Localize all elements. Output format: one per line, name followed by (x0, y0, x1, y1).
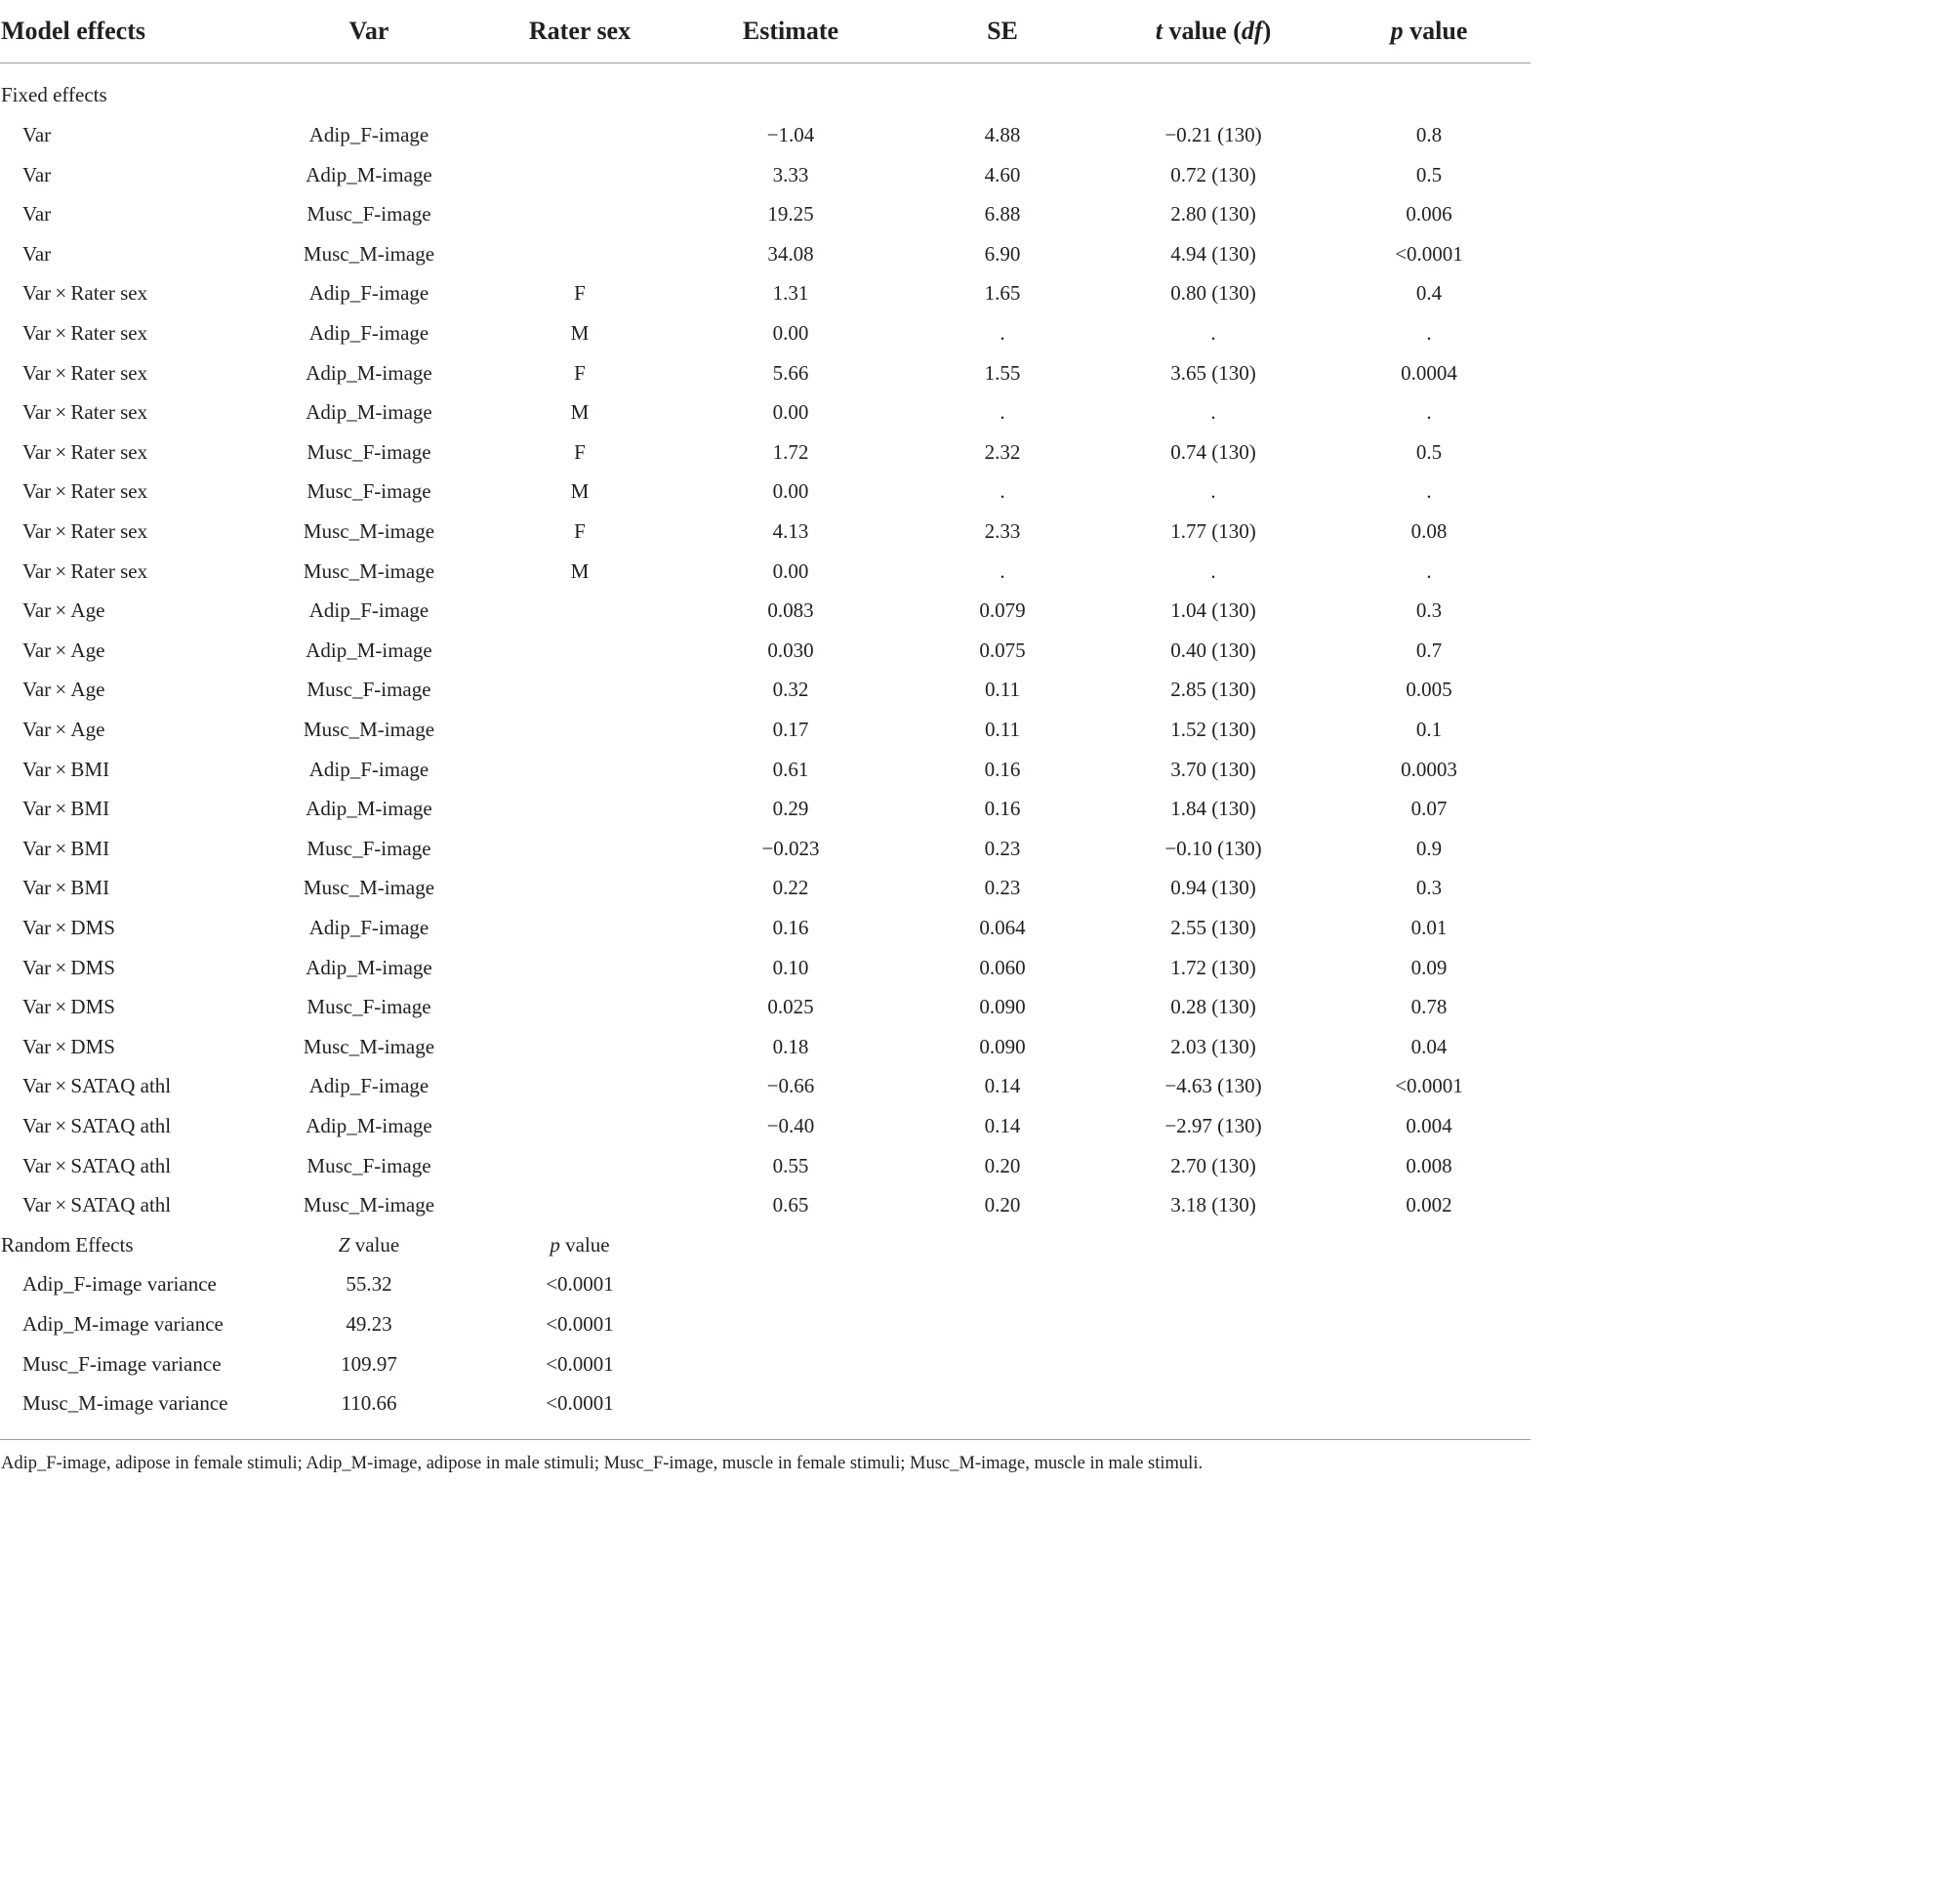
table-row (0, 1066, 1531, 1106)
random-p-value-cell: <0.0001 (546, 1391, 614, 1416)
z-value-cell: 49.23 (346, 1312, 392, 1336)
effect-cell: Var × Rater sex (22, 281, 148, 306)
effect-cell: Var × Age (22, 718, 105, 741)
effect-cell: Var × BMI (22, 797, 110, 821)
effect-cell: Var × SATAQ athl (22, 1193, 172, 1217)
var-cell: Musc_M-image (303, 519, 435, 543)
var-cell: Adip_M-image (306, 955, 432, 979)
var-cell: Adip_F-image (308, 321, 429, 345)
se-cell: 6.90 (984, 241, 1021, 266)
p-value-cell: 0.0003 (1401, 757, 1457, 781)
p-value-cell: 0.5 (1415, 439, 1443, 464)
var-cell: Musc_F-image (306, 836, 431, 860)
p-value-cell: 0.4 (1415, 281, 1443, 306)
random-p-value-header (550, 1225, 609, 1265)
header-estimate: Estimate (742, 17, 839, 45)
effect-cell: Var × SATAQ athl (22, 1074, 172, 1098)
variance-name-cell: Adip_F-image variance (22, 1272, 217, 1297)
p-value-cell: 0.01 (1410, 916, 1448, 939)
var-cell: Adip_M-image (306, 797, 432, 821)
fixed-effects-label: Fixed effects (1, 83, 107, 106)
effect-cell: Var (22, 202, 52, 227)
effect-cell: Var × Rater sex (22, 558, 148, 583)
table-row (0, 194, 1531, 234)
se-cell: 2.33 (984, 519, 1021, 543)
effect-cell: Var × BMI (22, 836, 110, 860)
effect-cell: Var × SATAQ athl (22, 1114, 172, 1137)
rater-sex-cell: M (570, 479, 590, 504)
table-row (0, 789, 1531, 829)
header-t-mid: value ( (1163, 17, 1242, 45)
estimate-cell: 34.08 (767, 241, 814, 266)
p-value-cell: 0.8 (1415, 123, 1443, 146)
effect-cell: Var × SATAQ athl (22, 1153, 172, 1177)
rater-sex-cell: M (570, 558, 590, 583)
table-footnote: Adip_F-image, adipose in female stimuli; Adip_M-image, adipose in male stimuli; Musc_F-image, muscle in female stimuli; Musc_M-image, muscle in male stimuli. (1, 1454, 1204, 1473)
t-value-cell: 2.55 (130) (1170, 916, 1256, 939)
se-cell: 0.090 (979, 1034, 1026, 1058)
se-cell: 1.55 (984, 360, 1021, 385)
estimate-cell: 0.17 (772, 718, 809, 741)
table-row (0, 234, 1531, 274)
p-value-cell: 0.08 (1410, 519, 1448, 543)
se-cell: 0.23 (984, 836, 1021, 860)
header-t-df: df (1241, 17, 1263, 45)
header-t-italic: t (1155, 17, 1163, 45)
estimate-cell: 4.13 (772, 519, 809, 543)
p-value-cell: 0.09 (1410, 955, 1448, 979)
effect-cell: Var × DMS (22, 1034, 115, 1058)
effect-cell: Var (22, 241, 52, 266)
var-cell: Adip_F-image (308, 757, 429, 781)
t-value-cell: −2.97 (130) (1164, 1114, 1262, 1137)
se-cell: . (1000, 558, 1005, 583)
random-p-italic: p (550, 1232, 560, 1257)
effect-cell: Var × BMI (22, 757, 110, 781)
se-cell: . (1000, 321, 1005, 345)
t-value-cell: 3.18 (130) (1170, 1193, 1256, 1217)
var-cell: Musc_M-image (303, 1034, 435, 1058)
t-value-cell: . (1210, 321, 1216, 345)
p-value-cell: 0.002 (1406, 1193, 1452, 1217)
var-cell: Musc_M-image (303, 876, 435, 900)
table-row (0, 433, 1531, 473)
effect-cell: Var × Age (22, 598, 105, 623)
t-value-cell: . (1210, 479, 1216, 504)
se-cell: 0.20 (984, 1193, 1021, 1217)
table-row (0, 750, 1531, 790)
t-value-cell: 2.80 (130) (1170, 202, 1256, 227)
estimate-cell: 0.10 (772, 955, 809, 979)
p-value-cell: 0.0004 (1401, 360, 1457, 385)
effect-cell: Var × Rater sex (22, 439, 148, 464)
estimate-cell: 0.61 (772, 757, 809, 781)
estimate-cell: 0.00 (772, 558, 809, 583)
p-value-cell: 0.7 (1415, 638, 1443, 662)
header-rule (0, 62, 1531, 63)
header-rater-sex: Rater sex (528, 17, 632, 45)
var-cell: Musc_F-image (306, 479, 431, 504)
t-value-cell: 2.03 (130) (1170, 1034, 1256, 1058)
rater-sex-cell: M (570, 321, 590, 345)
se-cell: 4.60 (984, 162, 1021, 186)
effect-cell: Var × BMI (22, 876, 110, 900)
p-value-cell: 0.006 (1406, 202, 1452, 227)
rater-sex-cell: F (574, 360, 586, 385)
t-value-cell: 0.80 (130) (1170, 281, 1256, 306)
table-row (0, 273, 1531, 313)
estimate-cell: −0.023 (761, 836, 820, 860)
estimate-cell: 0.00 (772, 321, 809, 345)
header-model-effects: Model effects (1, 17, 145, 45)
var-cell: Musc_F-image (306, 202, 431, 227)
p-value-cell: 0.04 (1410, 1034, 1448, 1058)
estimate-cell: 0.65 (772, 1193, 809, 1217)
p-value-cell: 0.005 (1406, 678, 1452, 702)
z-value-cell: 55.32 (346, 1272, 392, 1297)
table-row (0, 1264, 1531, 1304)
estimate-cell: 0.025 (767, 995, 814, 1019)
estimate-cell: 0.030 (767, 638, 814, 662)
t-value-cell: . (1210, 400, 1216, 425)
effect-cell: Var × Rater sex (22, 321, 148, 345)
effect-cell: Var × DMS (22, 955, 115, 979)
var-cell: Adip_M-image (306, 162, 432, 186)
p-value-cell: <0.0001 (1395, 1074, 1463, 1098)
estimate-cell: 1.72 (772, 439, 809, 464)
table-row (0, 829, 1531, 869)
table-row (0, 392, 1531, 433)
t-value-cell: 4.94 (130) (1170, 241, 1256, 266)
estimate-cell: 1.31 (772, 281, 809, 306)
rater-sex-cell: M (570, 400, 590, 425)
effect-cell: Var × Rater sex (22, 360, 148, 385)
t-value-cell: −0.10 (130) (1164, 836, 1262, 860)
p-value-cell: 0.07 (1410, 797, 1448, 821)
var-cell: Musc_M-image (303, 718, 435, 741)
z-rest: value (349, 1232, 400, 1257)
se-cell: 4.88 (984, 123, 1021, 146)
table-row (0, 472, 1531, 512)
estimate-cell: 0.00 (772, 400, 809, 425)
z-value-header (339, 1225, 399, 1265)
fixed-effects-group-row (0, 75, 1531, 115)
estimate-cell: −0.40 (766, 1114, 815, 1137)
estimate-cell: 0.00 (772, 479, 809, 504)
p-value-cell: . (1426, 321, 1432, 345)
table-row (0, 1106, 1531, 1146)
table-row (0, 948, 1531, 988)
header-t-close: ) (1262, 17, 1272, 45)
t-value-cell: 3.65 (130) (1170, 360, 1256, 385)
table-row (0, 908, 1531, 948)
var-cell: Adip_F-image (308, 916, 429, 939)
estimate-cell: −1.04 (766, 123, 815, 146)
header-p-rest: value (1403, 17, 1468, 45)
t-value-cell: −4.63 (130) (1164, 1074, 1262, 1098)
effect-cell: Var × Rater sex (22, 400, 148, 425)
random-effects-label: Random Effects (1, 1232, 134, 1257)
effect-cell: Var × DMS (22, 995, 115, 1019)
var-cell: Adip_F-image (308, 1074, 429, 1098)
table-row (0, 1185, 1531, 1225)
t-value-cell: 0.28 (130) (1170, 995, 1256, 1019)
t-value-cell: 1.84 (130) (1170, 797, 1256, 821)
header-p-value (1391, 0, 1468, 62)
effect-cell: Var × Rater sex (22, 479, 148, 504)
var-cell: Adip_M-image (306, 638, 432, 662)
z-value-cell: 109.97 (341, 1351, 397, 1376)
t-value-cell: 1.52 (130) (1170, 718, 1256, 741)
table-row (0, 710, 1531, 750)
table-row (0, 115, 1531, 155)
var-cell: Musc_F-image (306, 995, 431, 1019)
effect-cell: Var (22, 162, 52, 186)
footer-rule (0, 1439, 1531, 1440)
se-cell: . (1000, 400, 1005, 425)
var-cell: Musc_F-image (306, 678, 431, 702)
p-value-cell: 0.3 (1415, 598, 1443, 623)
t-value-cell: 2.70 (130) (1170, 1153, 1256, 1177)
z-italic: Z (338, 1232, 350, 1257)
table-row (0, 1344, 1531, 1384)
effect-cell: Var (22, 123, 52, 146)
var-cell: Musc_F-image (306, 439, 431, 464)
estimate-cell: −0.66 (766, 1074, 815, 1098)
p-value-cell: . (1426, 479, 1432, 504)
se-cell: 0.060 (979, 955, 1026, 979)
random-p-value-cell: <0.0001 (546, 1351, 614, 1376)
p-value-cell: 0.9 (1415, 836, 1443, 860)
variance-name-cell: Musc_M-image variance (22, 1391, 228, 1416)
table-row (0, 353, 1531, 393)
p-value-cell: 0.5 (1415, 162, 1443, 186)
table-row (0, 313, 1531, 353)
var-cell: Musc_F-image (306, 1153, 431, 1177)
se-cell: . (1000, 479, 1005, 504)
header-var: Var (348, 17, 389, 45)
se-cell: 0.14 (984, 1114, 1021, 1137)
z-value-cell: 110.66 (341, 1391, 397, 1416)
t-value-cell: 3.70 (130) (1170, 757, 1256, 781)
random-p-value-cell: <0.0001 (546, 1272, 614, 1297)
var-cell: Adip_F-image (308, 123, 429, 146)
se-cell: 1.65 (984, 281, 1021, 306)
random-effects-header-row (0, 1225, 1531, 1265)
table-row (0, 1027, 1531, 1067)
t-value-cell: 1.04 (130) (1170, 598, 1256, 623)
se-cell: 0.16 (984, 757, 1021, 781)
var-cell: Adip_M-image (306, 400, 432, 425)
header-p-italic: p (1390, 17, 1404, 45)
t-value-cell: 1.77 (130) (1170, 519, 1256, 543)
p-value-cell: 0.78 (1410, 995, 1448, 1019)
t-value-cell: . (1210, 558, 1216, 583)
table-header (0, 0, 1531, 62)
se-cell: 0.079 (979, 598, 1026, 623)
se-cell: 0.14 (984, 1074, 1021, 1098)
header-se: SE (987, 17, 1018, 45)
t-value-cell: 2.85 (130) (1170, 678, 1256, 702)
header-t-value (1156, 0, 1271, 62)
se-cell: 0.11 (985, 718, 1020, 741)
rater-sex-cell: F (574, 439, 586, 464)
table-row (0, 868, 1531, 908)
t-value-cell: 1.72 (130) (1170, 955, 1256, 979)
table-row (0, 631, 1531, 671)
se-cell: 0.20 (984, 1153, 1021, 1177)
var-cell: Musc_M-image (303, 1193, 435, 1217)
estimate-cell: 0.083 (767, 598, 814, 623)
p-value-cell: . (1426, 558, 1432, 583)
p-value-cell: 0.3 (1415, 876, 1443, 900)
table-row (0, 552, 1531, 592)
t-value-cell: 0.72 (130) (1170, 162, 1256, 186)
estimate-cell: 5.66 (772, 360, 809, 385)
var-cell: Adip_M-image (306, 360, 432, 385)
t-value-cell: 0.40 (130) (1170, 638, 1256, 662)
estimate-cell: 0.29 (772, 797, 809, 821)
se-cell: 6.88 (984, 202, 1021, 227)
p-value-cell: . (1426, 400, 1432, 425)
se-cell: 0.23 (984, 876, 1021, 900)
se-cell: 0.064 (979, 916, 1026, 939)
var-cell: Musc_M-image (303, 241, 435, 266)
table-row (0, 591, 1531, 631)
effect-cell: Var × Rater sex (22, 519, 148, 543)
rater-sex-cell: F (574, 281, 586, 306)
t-value-cell: 0.74 (130) (1170, 439, 1256, 464)
effect-cell: Var × Age (22, 678, 105, 702)
se-cell: 2.32 (984, 439, 1021, 464)
table-row (0, 155, 1531, 195)
p-value-cell: 0.004 (1406, 1114, 1452, 1137)
estimate-cell: 0.32 (772, 678, 809, 702)
p-value-cell: 0.008 (1406, 1153, 1452, 1177)
estimate-cell: 3.33 (772, 162, 809, 186)
table-row (0, 1383, 1531, 1423)
rater-sex-cell: F (574, 519, 586, 543)
estimate-cell: 19.25 (767, 202, 814, 227)
table-row (0, 1304, 1531, 1344)
estimate-cell: 0.18 (772, 1034, 809, 1058)
se-cell: 0.11 (985, 678, 1020, 702)
var-cell: Adip_F-image (308, 598, 429, 623)
effect-cell: Var × DMS (22, 916, 115, 939)
estimate-cell: 0.55 (772, 1153, 809, 1177)
variance-name-cell: Musc_F-image variance (22, 1351, 222, 1376)
se-cell: 0.075 (979, 638, 1026, 662)
se-cell: 0.090 (979, 995, 1026, 1019)
var-cell: Adip_M-image (306, 1114, 432, 1137)
table-row (0, 512, 1531, 552)
t-value-cell: 0.94 (130) (1170, 876, 1256, 900)
random-p-value-cell: <0.0001 (546, 1312, 614, 1336)
se-cell: 0.16 (984, 797, 1021, 821)
estimate-cell: 0.16 (772, 916, 809, 939)
p-value-cell: <0.0001 (1395, 241, 1463, 266)
p-value-cell: 0.1 (1415, 718, 1443, 741)
effect-cell: Var × Age (22, 638, 105, 662)
estimate-cell: 0.22 (772, 876, 809, 900)
var-cell: Adip_F-image (308, 281, 429, 306)
table-row (0, 670, 1531, 710)
variance-name-cell: Adip_M-image variance (22, 1312, 224, 1336)
var-cell: Musc_M-image (303, 558, 435, 583)
random-p-rest: value (559, 1232, 610, 1257)
table-row (0, 1146, 1531, 1186)
t-value-cell: −0.21 (130) (1164, 123, 1262, 146)
table-row (0, 987, 1531, 1027)
